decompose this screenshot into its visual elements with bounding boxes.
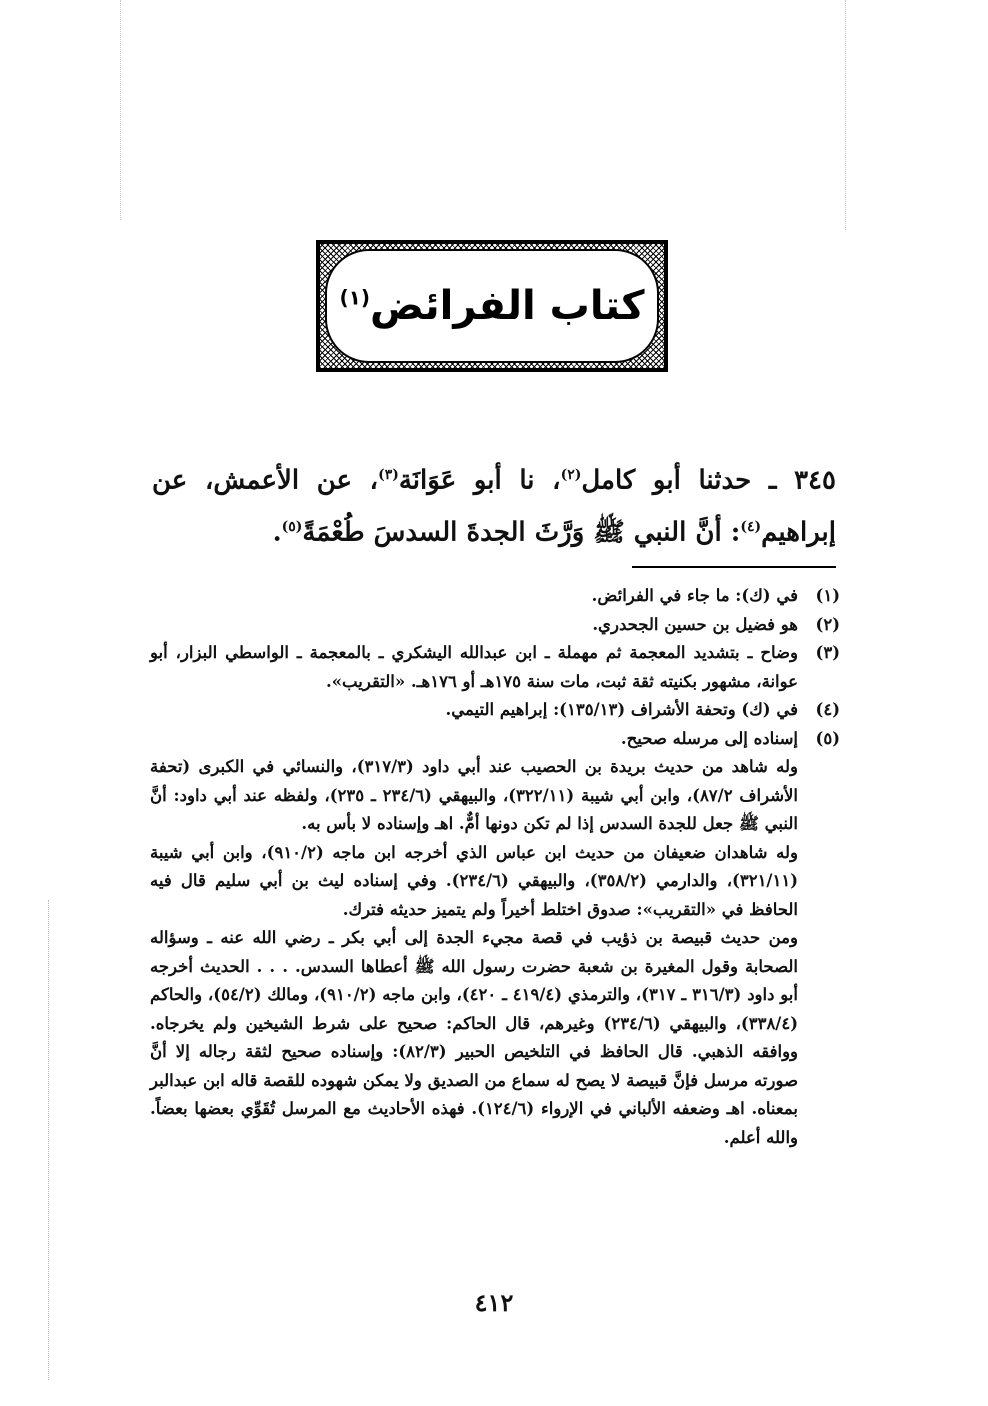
hadith-number: ٣٤٥ bbox=[794, 465, 836, 496]
hadith-chain: ، نا أبو عَوَانَة bbox=[398, 465, 561, 496]
footnote-ref: (٢) bbox=[560, 467, 582, 483]
chapter-title bbox=[340, 283, 645, 329]
footnote-4 bbox=[150, 696, 840, 725]
scan-artifact bbox=[120, 0, 123, 220]
hadith-text bbox=[152, 452, 836, 555]
footnote-ref: (٣) bbox=[378, 467, 399, 483]
footnote-ref: (١) bbox=[339, 285, 371, 310]
hadith-chain: ، عن الأعمش، عن إبراهيم bbox=[152, 465, 836, 548]
footnote-3 bbox=[150, 639, 840, 696]
chapter-title-frame bbox=[316, 240, 668, 372]
footnotes bbox=[150, 582, 840, 1152]
footnote-5-paragraph: وله شاهدان ضعيفان من حديث ابن عباس الذي أخرجه ابن ماجه (٩١٠/٢)، وابن أبي شيبة (٣٢١/١١)، والدارمي (٣٥٨/٢)، والبيهقي (٢٣٤/٦). وفي إسناده ليث بن أبي سليم قال فيه الحافظ في «التقريب»: صدوق اختلط أخيراً ولم يتميز حديثه فترك. bbox=[150, 842, 798, 919]
footnote-divider bbox=[632, 566, 836, 568]
footnote-number: (٥) bbox=[815, 728, 840, 748]
footnote-5 bbox=[150, 725, 840, 754]
scan-artifact bbox=[845, 0, 848, 230]
footnote-number: (٣) bbox=[815, 643, 840, 662]
footnote-5-paragraph: وله شاهد من حديث بريدة بن الحصيب عند أبي داود (٣١٧/٣)، والنسائي في الكبرى (تحفة الأشراف ٨٧/٢)، وابن أبي شيبة (٣٢٢/١١)، والبيهقي (٢٣٤/٦ ـ ٢٣٥)، ولفظه عند أبي داود: أنَّ النبي ﷺ جعل للجدة السدس إذا لم تكن دونها أمٌّ. اهـ وإسناده لا بأس به. bbox=[150, 757, 799, 833]
footnote-2 bbox=[150, 611, 840, 640]
chapter-title-cartouche bbox=[325, 249, 659, 363]
footnote-5-paragraph: ومن حديث قبيصة بن ذؤيب في قصة مجيء الجدة إلى أبي بكر ـ رضي الله عنه ـ وسؤاله الصحابة وقول المغيرة بن شعبة حضرت رسول الله ﷺ أعطاها السدس. . . . الحديث أخرجه أبو داود (٣١٦/٣ ـ ٣١٧)، والترمذي (٤١٩/٤ ـ ٤٢٠)، وابن ماجه (٩١٠/٢)، ومالك (٥٤/٢)، والحاكم (٣٣٨/٤)، والبيهقي (٢٣٤/٦) وغيرهم، قال الحاكم: صحيح على شرط الشيخين ولم يخرجاه. ووافقه الذهبي. قال الحافظ في التلخيص الحبير (٨٢/٣): وإسناده صحيح لثقة رجاله إلا أنَّ صورته مرسل فإنَّ قبيصة لا يصح له سماع من الصديق ولا يمكن شهوده للقصة قاله ابن عبدالبر بمعناه. اهـ وضعفه الألباني في الإرواء (١٢٤/٦). فهذه الأحاديث مع المرسل تُقَوِّي بعضها بعضاً. والله أعلم. bbox=[150, 928, 799, 1147]
footnote-text: وضاح ـ بتشديد المعجمة ثم مهملة ـ ابن عبدالله اليشكري ـ بالمعجمة ـ الواسطي البزار، أبو عوانة، مشهور بكنيته ثقة ثبت، مات سنة ١٧٥هـ أو ١٧٦هـ. «التقريب». bbox=[150, 643, 798, 691]
hadith-chain: ـ حدثنا أبو كامل bbox=[581, 465, 795, 496]
hadith-end: . bbox=[272, 517, 282, 548]
footnote-text: في (ك) وتحفة الأشراف (١٣٥/١٣): إبراهيم التيمي. bbox=[445, 700, 798, 719]
footnote-text: في (ك): ما جاء في الفرائض. bbox=[591, 586, 798, 605]
footnote-ref: (٤) bbox=[740, 518, 762, 535]
footnote-number: (٤) bbox=[815, 700, 840, 719]
footnote-ref: (٥) bbox=[281, 518, 303, 535]
footnote-text: هو فضيل بن حسين الجحدري. bbox=[592, 614, 798, 634]
page-number: ٤١٢ bbox=[474, 1288, 514, 1317]
footnote-number: (١) bbox=[815, 586, 840, 605]
footnote-1 bbox=[150, 582, 840, 611]
chapter-title-text: كتاب الفرائض bbox=[370, 283, 645, 329]
hadith-matn: : أنَّ النبي ﷺ وَرَّثَ الجدةَ السدسَ طُعْمَةً bbox=[302, 517, 741, 548]
footnote-number: (٢) bbox=[815, 614, 840, 634]
footnote-text: إسناده إلى مرسله صحيح. bbox=[620, 728, 798, 748]
